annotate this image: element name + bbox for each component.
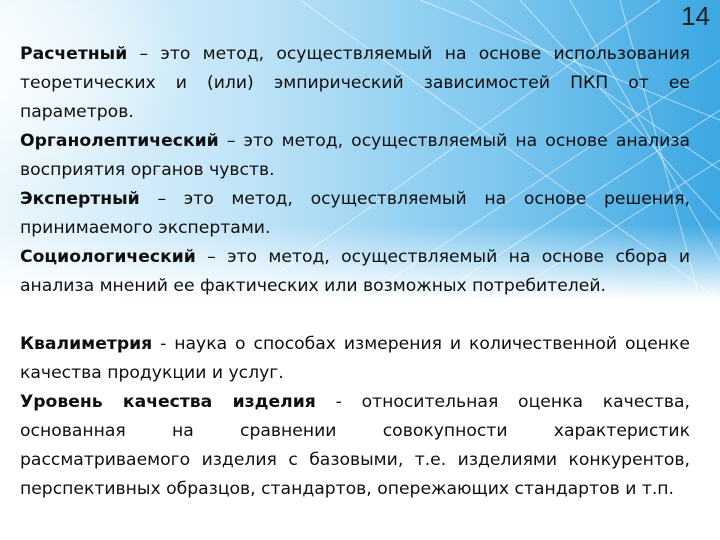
definition-term: Социологический (20, 247, 196, 267)
definition-text: – это метод, осуществляемый на основе решения, принимаемого экспертами. (20, 189, 690, 238)
definition-term: Квалиметрия (20, 334, 153, 354)
definition-text: – это метод, осуществляемый на основе использования теоретических и (или) эмпирический зависимостей ПКП от ее параметров. (20, 44, 690, 122)
definition-paragraph (20, 330, 690, 388)
definition-paragraph (20, 243, 690, 301)
definition-text: – это метод, осуществляемый на основе анализа восприятия органов чувств. (20, 131, 690, 180)
definition-paragraph (20, 40, 690, 127)
definition-text: – это метод, осуществляемый на основе сбора и анализа мнений ее фактических или возможных потребителей. (20, 247, 690, 296)
definition-paragraph (20, 185, 690, 243)
definition-text: - наука о способах измерения и количественной оценке качества продукции и услуг. (20, 334, 690, 383)
definition-term: Расчетный (20, 44, 128, 64)
definition-term: Органолептический (20, 131, 219, 151)
definition-paragraph (20, 388, 690, 504)
slide-number: 14 (681, 1, 710, 31)
definition-paragraph (20, 127, 690, 185)
definition-term: Уровень качества изделия (20, 392, 316, 412)
slide-body (20, 40, 690, 504)
definition-text: - относительная оценка качества, основанная на сравнении совокупности характеристик рассматриваемого изделия с базовыми, т.е. изделиями конкурентов, перспективных образцов, стандартов, опережающих стандартов и т.п. (20, 392, 690, 499)
definition-term: Экспертный (20, 189, 140, 209)
